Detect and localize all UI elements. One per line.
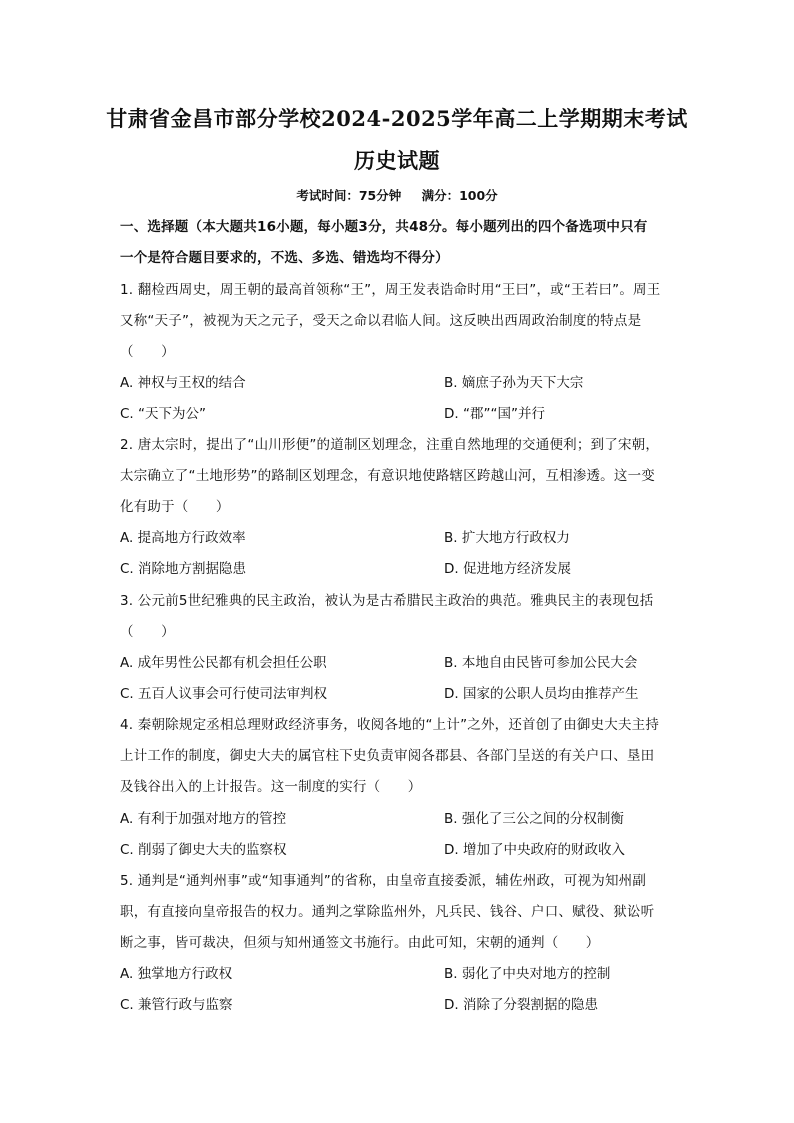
exam-title: 甘肃省金昌市部分学校2024-2025学年高二上学期期末考试 [106, 106, 688, 131]
question-5-text: 5. 通判是“通判州事”或“知事通判”的省称，由皇帝直接委派，辅佐州政，可视为知州副 [120, 873, 647, 889]
question-1-text: 1. 翻检西周史，周王朝的最高首领称“王”，周王发表诰命时用“王曰”，或“王若曰”。周王 [120, 282, 661, 298]
section-heading: 一、选择题（本大题共16小题，每小题3分，共48分。每小题列出的四个备选项中只有 [120, 219, 648, 235]
exam-subtitle: 历史试题 [354, 148, 440, 173]
question-4-text: 4. 秦朝除规定丞相总理财政经济事务，收阅各地的“上计”之外，还首创了由御史大夫主持 [120, 717, 660, 733]
question-5-option-c: C. 兼管行政与监察 [120, 997, 233, 1013]
question-3-option-d: D. 国家的公职人员均由推荐产生 [444, 686, 639, 702]
question-3-option-b: B. 本地自由民皆可参加公民大会 [444, 655, 638, 671]
exam-time: 考试时间：75分钟 [296, 188, 402, 203]
question-2-option-c: C. 消除地方割据隐患 [120, 561, 247, 577]
exam-meta [0, 186, 794, 204]
question-4-option-c: C. 削弱了御史大夫的监察权 [120, 842, 287, 858]
question-5-option-a: A. 独掌地方行政权 [120, 966, 233, 982]
full-score: 满分：100分 [421, 188, 498, 203]
question-5-option-d: D. 消除了分裂割据的隐患 [444, 997, 598, 1013]
question-2-text: 2. 唐太宗时，提出了“山川形便”的道制区划理念，注重自然地理的交通便利；到了宋朝， [120, 437, 660, 453]
question-3-option-a: A. 成年男性公民都有机会担任公职 [120, 655, 327, 671]
question-4-text: 上计工作的制度，御史大夫的属官柱下史负责审阅各郡县、各部门呈送的有关户口、垦田 [120, 748, 655, 764]
question-2-option-d: D. 促进地方经济发展 [444, 561, 571, 577]
question-1-option-b: B. 嫡庶子孙为天下大宗 [444, 375, 584, 391]
question-5-text: 职，有直接向皇帝报告的权力。通判之掌除监州外，凡兵民、钱谷、户口、赋役、狱讼听 [120, 904, 655, 920]
question-4-option-b: B. 强化了三公之间的分权制衡 [444, 811, 624, 827]
question-1-option-c: C. “天下为公” [120, 406, 206, 422]
question-1-text: 又称“天子”，被视为天之元子，受天之命以君临人间。这反映出西周政治制度的特点是 [120, 313, 642, 329]
question-3-text: （ ） [120, 624, 175, 640]
question-2-option-b: B. 扩大地方行政权力 [444, 530, 570, 546]
question-1-text: （ ） [120, 344, 175, 360]
question-5-option-b: B. 弱化了中央对地方的控制 [444, 966, 611, 982]
question-2-option-a: A. 提高地方行政效率 [120, 530, 246, 546]
question-4-option-a: A. 有利于加强对地方的管控 [120, 811, 287, 827]
question-2-text: 化有助于（ ） [120, 499, 230, 515]
question-4-text: 及钱谷出入的上计报告。这一制度的实行（ ） [120, 779, 422, 795]
question-5-text: 断之事，皆可裁决，但须与知州通签文书施行。由此可知，宋朝的通判（ ） [120, 935, 600, 951]
question-3-text: 3. 公元前5世纪雅典的民主政治，被认为是古希腊民主政治的典范。雅典民主的表现包括 [120, 593, 654, 609]
section-heading-cont: 一个是符合题目要求的，不选、多选、错选均不得分） [120, 250, 449, 266]
question-3-option-c: C. 五百人议事会可行使司法审判权 [120, 686, 328, 702]
question-1-option-d: D. “郡”“国”并行 [444, 406, 545, 422]
question-2-text: 太宗确立了“土地形势”的路制区划理念，有意识地使路辖区跨越山河，互相渗透。这一变 [120, 468, 655, 484]
question-1-option-a: A. 神权与王权的结合 [120, 375, 246, 391]
question-4-option-d: D. 增加了中央政府的财政收入 [444, 842, 625, 858]
